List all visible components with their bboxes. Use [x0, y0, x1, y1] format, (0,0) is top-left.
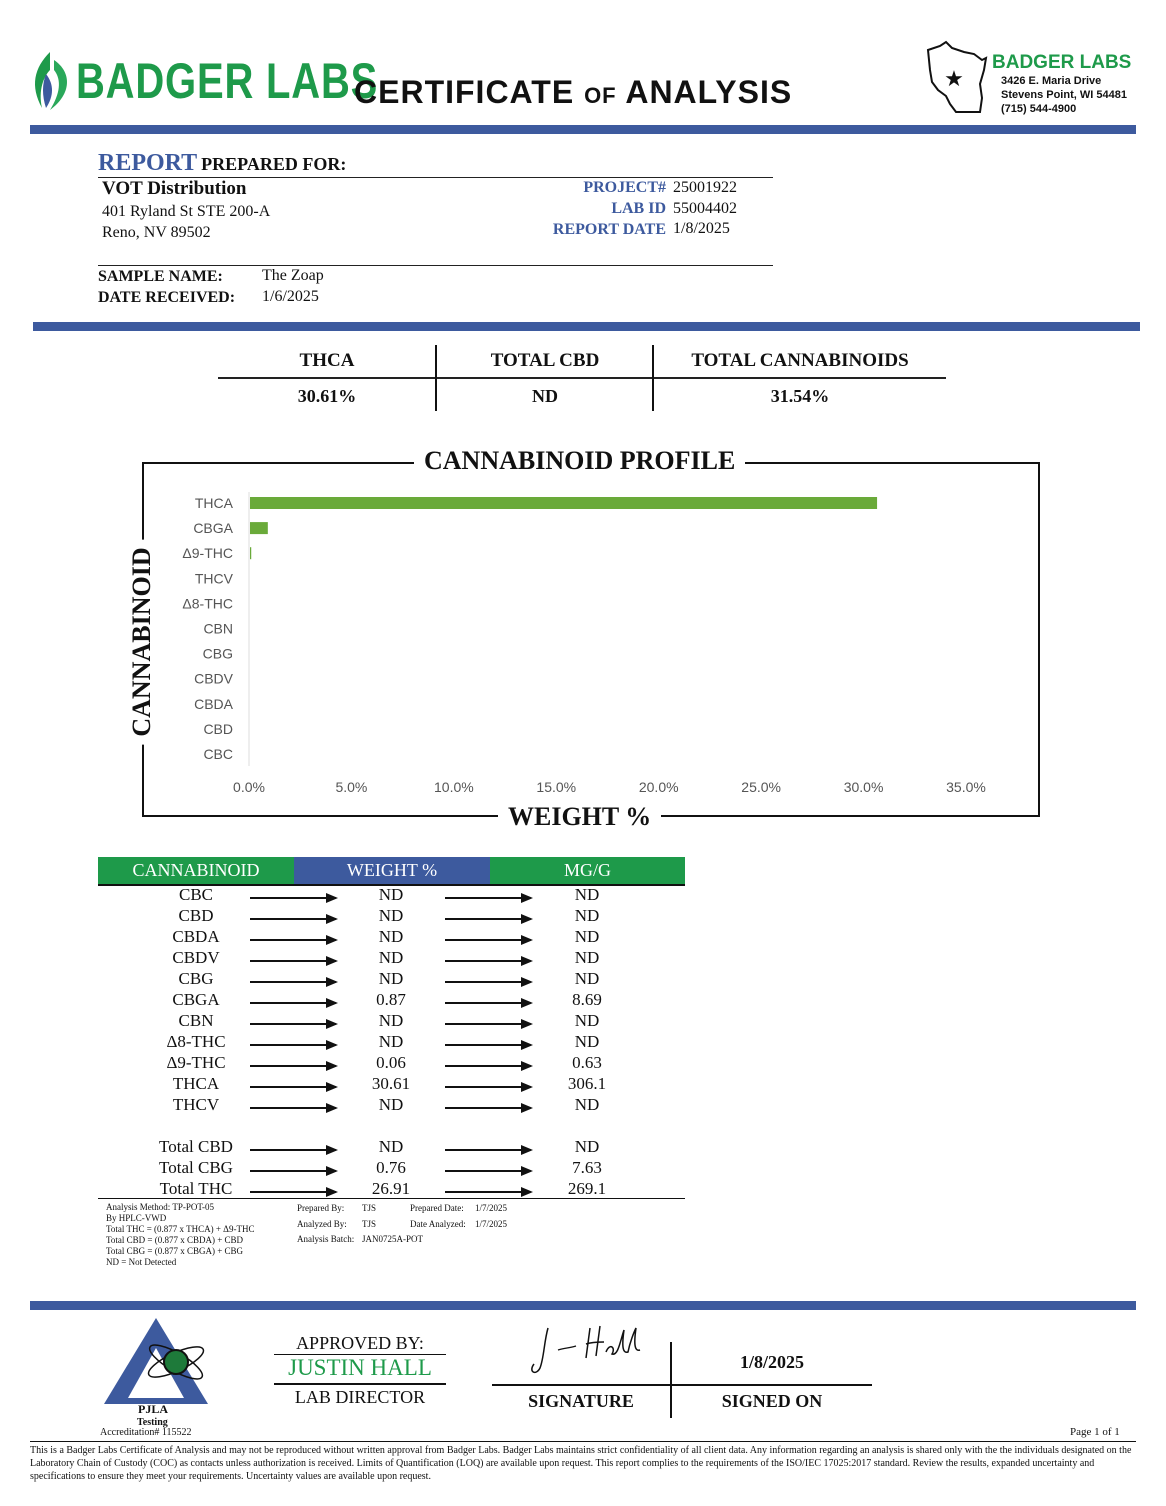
arrow-icon: [250, 1002, 336, 1004]
batch: JAN0725A-POT: [362, 1234, 424, 1244]
table-row-name: CBC: [178, 885, 214, 904]
svg-text:★: ★: [944, 66, 964, 91]
chart-xlabel: WEIGHT %: [498, 802, 661, 832]
arrow-icon: [250, 1191, 336, 1193]
approver-title: LAB DIRECTOR: [294, 1387, 426, 1407]
arrow-icon: [250, 1044, 336, 1046]
table-row-name: CBN: [178, 1011, 214, 1030]
method-line: ND = Not Detected: [106, 1257, 177, 1267]
table-row-weight: 0.76: [376, 1158, 406, 1177]
arrow-icon: [445, 918, 531, 920]
divider: [274, 1383, 446, 1385]
table-row-name: Total THC: [159, 1179, 233, 1198]
chart-category-label: CBC: [203, 746, 233, 762]
divider: [492, 1384, 872, 1386]
table-row-name: CBGA: [172, 990, 220, 1009]
table-row-mg: ND: [574, 1011, 600, 1030]
batch-label: Analysis Batch:: [297, 1234, 355, 1244]
accreditation: Accreditation# 115522: [100, 1427, 192, 1438]
address-line: Stevens Point, WI 54481: [1001, 89, 1127, 101]
arrow-icon: [250, 1023, 336, 1025]
address-line: 3426 E. Maria Drive: [1001, 75, 1102, 87]
signature-image: [520, 1322, 650, 1382]
chart-category-label: THCA: [194, 495, 233, 511]
date-received-value: 1/6/2025: [262, 288, 319, 305]
method-line: By HPLC-VWD: [106, 1213, 167, 1223]
arrow-icon: [250, 918, 336, 920]
chart-tick-label: 30.0%: [843, 779, 884, 795]
table-row-weight: ND: [378, 1032, 404, 1051]
arrow-icon: [445, 981, 531, 983]
chart-category-label: CBDA: [194, 695, 233, 712]
table-row-mg: ND: [574, 885, 600, 904]
table-row-name: Total CBD: [159, 1137, 233, 1156]
table-row-name: THCA: [172, 1074, 220, 1093]
title-part: CERTIFICATE: [354, 74, 575, 110]
arrow-icon: [250, 981, 336, 983]
arrow-icon: [445, 939, 531, 941]
labid-value: 55004402: [673, 200, 737, 217]
title-part: OF: [584, 83, 617, 108]
table-row-name: THCV: [172, 1095, 220, 1114]
arrow-icon: [445, 1044, 531, 1046]
method-line: Total CBD = (0.877 x CBDA) + CBD: [106, 1235, 244, 1245]
arrow-icon: [445, 1002, 531, 1004]
chart-title: CANNABINOID PROFILE: [414, 446, 745, 476]
chart-tick-label: 5.0%: [335, 779, 368, 795]
chart-tick-label: 35.0%: [946, 779, 986, 795]
page-number: Page 1 of 1: [1070, 1426, 1120, 1438]
prepared-by-label: Prepared By:: [297, 1203, 345, 1213]
summary-thca-head: THCA: [299, 350, 355, 371]
table-row-weight: ND: [378, 948, 404, 967]
company-name: BADGER LABS: [992, 52, 1132, 73]
arrow-icon: [250, 1170, 336, 1172]
chart-bar: [250, 547, 251, 559]
client-address: Reno, NV 89502: [102, 224, 211, 241]
arrow-icon: [250, 1107, 336, 1109]
arrow-icon: [250, 1086, 336, 1088]
chart-tick-label: 25.0%: [741, 779, 781, 795]
analyzed-by-label: Analyzed By:: [297, 1219, 347, 1229]
table-row-weight: ND: [378, 906, 404, 925]
approver-name: JUSTIN HALL: [288, 1355, 432, 1380]
table-row-weight: 30.61: [371, 1074, 411, 1093]
table-row-name: Total CBG: [159, 1158, 233, 1177]
pjla-logo-icon: [100, 1314, 212, 1406]
client-address: 401 Ryland St STE 200-A: [102, 203, 271, 220]
table-row-weight: 26.91: [371, 1179, 411, 1198]
table-row-name: Δ9-THC: [166, 1053, 226, 1072]
chart-category-label: CBDV: [194, 670, 233, 687]
table-row-mg: ND: [574, 1137, 600, 1156]
table-row-mg: ND: [574, 969, 600, 988]
client-name: VOT Distribution: [102, 178, 247, 199]
date-received-label: DATE RECEIVED:: [98, 289, 236, 306]
arrow-icon: [445, 1149, 531, 1151]
arrow-icon: [445, 1107, 531, 1109]
sample-name-value: The Zoap: [262, 267, 324, 284]
table-row-mg: 269.1: [567, 1179, 607, 1198]
labid-label: LAB ID: [611, 200, 666, 217]
report-date-value: 1/8/2025: [673, 220, 730, 237]
prep-date-label: Prepared Date:: [410, 1203, 464, 1213]
arrow-icon: [445, 960, 531, 962]
table-row-mg: ND: [574, 927, 600, 946]
table-row-name: CBDA: [172, 927, 220, 946]
chart-category-label: CBN: [203, 620, 233, 637]
table-row-name: CBDV: [172, 948, 220, 967]
arrow-icon: [250, 939, 336, 941]
arrow-icon: [250, 960, 336, 962]
report-date-label: REPORT DATE: [552, 221, 666, 238]
method-notes: [106, 1202, 254, 1268]
signed-on-date: 1/8/2025: [739, 1352, 804, 1372]
summary-total-head: TOTAL CANNABINOIDS: [691, 350, 909, 371]
divider: [30, 1441, 1136, 1442]
phone: (715) 544-4900: [1001, 103, 1077, 115]
table-row-mg: 7.63: [572, 1158, 602, 1177]
table-bottom-line: [98, 1198, 685, 1199]
arrow-icon: [250, 897, 336, 899]
pjla-label: PJLA: [138, 1402, 168, 1416]
table-head-weight: WEIGHT %: [294, 857, 490, 884]
project-value: 25001922: [673, 179, 737, 196]
analyzed-date: 1/7/2025: [475, 1219, 508, 1229]
table-head-cannabinoid: CANNABINOID: [98, 857, 294, 884]
table-row-weight: 0.87: [376, 990, 406, 1009]
arrow-icon: [445, 1191, 531, 1193]
chart-category-label: Δ8-THC: [182, 595, 233, 612]
prepared-by: TJS: [362, 1203, 377, 1213]
method-line: Total THC = (0.877 x THCA) + Δ9-THC: [106, 1224, 255, 1234]
chart-tick-label: 0.0%: [233, 779, 265, 795]
chart-bar: [250, 497, 877, 509]
table-row-name: CBG: [178, 969, 214, 988]
chart-category-label: Δ9-THC: [182, 545, 233, 562]
table-row-weight: ND: [378, 1137, 404, 1156]
chart-category-label: CBG: [202, 645, 233, 662]
chart-category-label: CBD: [203, 720, 233, 737]
arrow-icon: [445, 897, 531, 899]
summary-thca-value: 30.61%: [297, 386, 357, 406]
approved-by-label: APPROVED BY:: [296, 1333, 424, 1353]
pjla-testing: Testing: [137, 1417, 168, 1428]
analyzed-by: TJS: [362, 1219, 377, 1229]
analyzed-date-label: Date Analyzed:: [410, 1219, 466, 1229]
prep-date: 1/7/2025: [475, 1203, 508, 1213]
report-word: REPORT: [98, 150, 198, 176]
arrow-icon: [445, 1170, 531, 1172]
arrow-icon: [250, 1065, 336, 1067]
prepared-for-label: PREPARED FOR:: [201, 154, 347, 174]
summary-total-value: 31.54%: [770, 386, 830, 406]
table-row-weight: ND: [378, 1011, 404, 1030]
summary-cbd-head: TOTAL CBD: [490, 350, 600, 371]
summary-cbd-value: ND: [532, 386, 558, 406]
chart-category-label: THCV: [194, 570, 233, 587]
table-row-mg: 306.1: [567, 1074, 607, 1093]
chart-bar: [250, 522, 268, 534]
method-line: Analysis Method: TP-POT-05: [106, 1202, 215, 1212]
table-row-mg: ND: [574, 1095, 600, 1114]
chart-tick-label: 20.0%: [638, 779, 679, 795]
project-label: PROJECT#: [583, 179, 666, 196]
arrow-icon: [445, 1086, 531, 1088]
chart-category-label: CBGA: [193, 520, 233, 537]
title-part: ANALYSIS: [625, 74, 793, 110]
table-row-mg: ND: [574, 906, 600, 925]
chart-tick-label: 15.0%: [536, 779, 577, 795]
table-row-name: Δ8-THC: [166, 1032, 226, 1051]
chart-ylabel: CANNABINOID: [127, 539, 157, 744]
sample-name-label: SAMPLE NAME:: [98, 268, 223, 285]
table-row-mg: ND: [574, 1032, 600, 1051]
table-row-weight: ND: [378, 969, 404, 988]
table-row-mg: ND: [574, 948, 600, 967]
signature-label: SIGNATURE: [528, 1391, 634, 1411]
arrow-icon: [445, 1023, 531, 1025]
chart-tick-label: 10.0%: [434, 779, 474, 795]
table-row-weight: ND: [378, 927, 404, 946]
arrow-icon: [445, 1065, 531, 1067]
signed-on-label: SIGNED ON: [721, 1391, 823, 1411]
footer-divider: [30, 1301, 1136, 1310]
table-row-name: CBD: [178, 906, 214, 925]
table-row-mg: 0.63: [572, 1053, 602, 1072]
table-row-mg: 8.69: [572, 990, 602, 1009]
table-row-weight: 0.06: [376, 1053, 406, 1072]
table-head-mg: MG/G: [490, 857, 685, 884]
arrow-icon: [250, 1149, 336, 1151]
logo-text: BADGER LABS: [76, 53, 379, 109]
table-row-weight: ND: [378, 885, 404, 904]
table-row-weight: ND: [378, 1095, 404, 1114]
disclaimer: This is a Badger Labs Certificate of Analysis and may not be reproduced without written approval from Badger Labs. Badger Labs maintains strict confidentiality of all client data. Any information regarding an analysis is shared only with the the individuals designated on the Laboratory Chain of Custody (COC) as contacts unless authorization is received. Limits of Quantification (LOQ) are available upon request. This report complies to the requirements of the ISO/IEC 17025:2017 standard. Review the results, expanded uncertainty and specifications to ensure they meet your requirements. Uncertainty values are available upon request.: [30, 1445, 1132, 1482]
method-line: Total CBG = (0.877 x CBGA) + CBG: [106, 1246, 244, 1256]
